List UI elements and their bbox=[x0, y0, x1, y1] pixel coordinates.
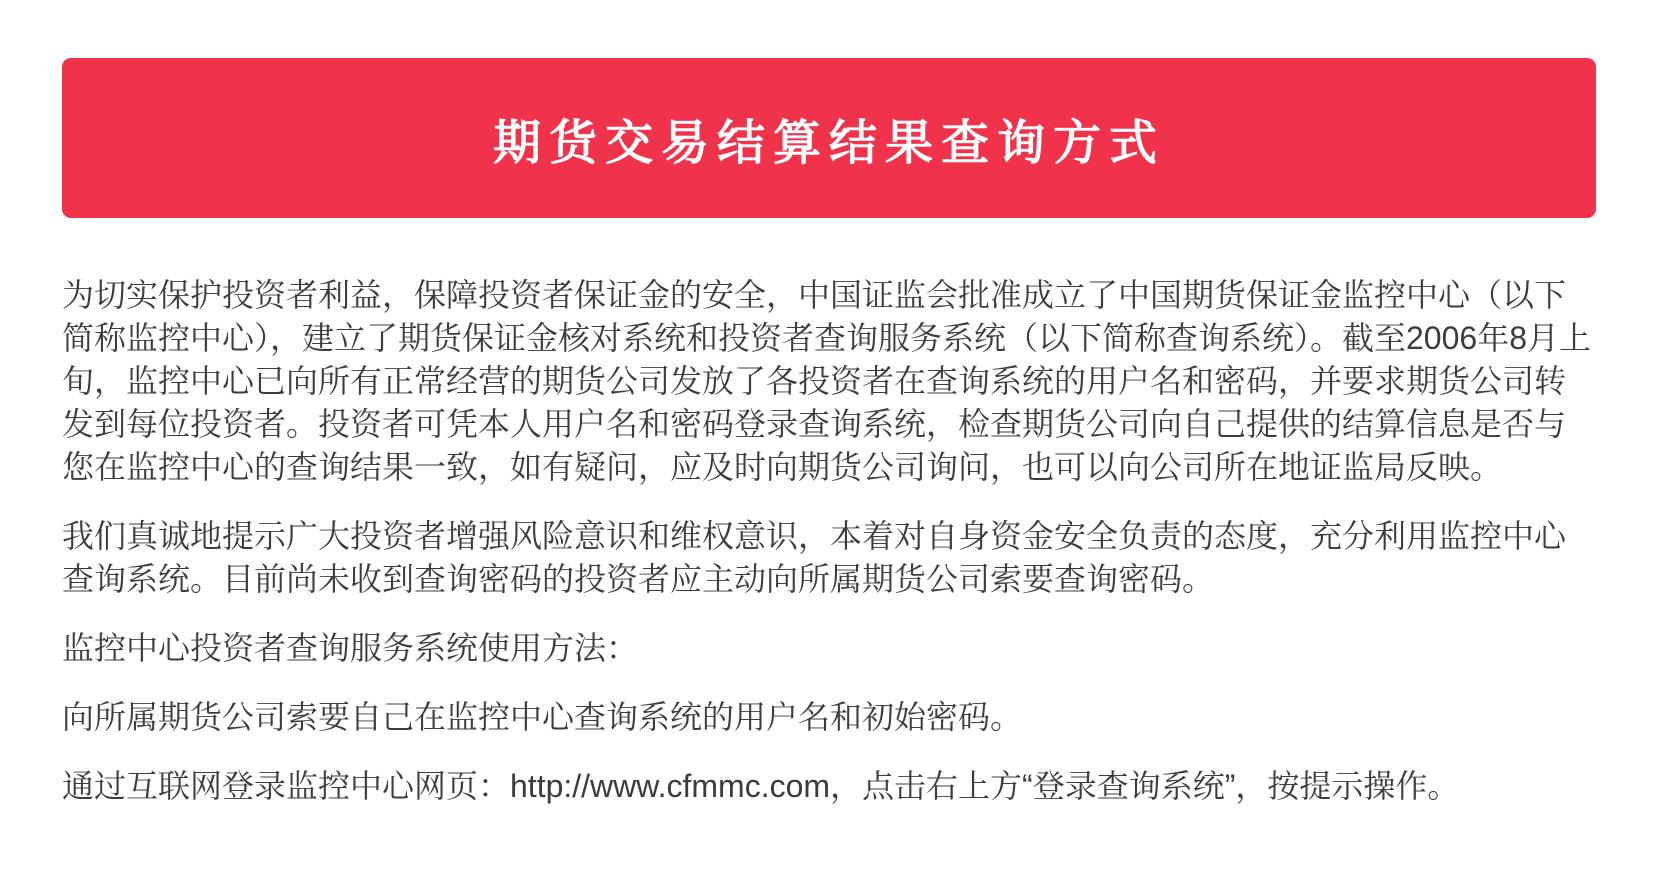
content-area bbox=[0, 218, 1656, 808]
page-title: 期货交易结算结果查询方式 bbox=[492, 116, 1165, 170]
investor-reminder-paragraph: 我们真诚地提示广大投资者增强风险意识和维权意识，本着对自身资金安全负责的态度，充分利用监控中心查询系统。目前尚未收到查询密码的投资者应主动向所属期货公司索要查询密码。 bbox=[62, 518, 1567, 597]
usage-step-login-website: 通过互联网登录监控中心网页：http://www.cfmmc.com，点击右上方“登录查询系统”，按提示操作。 bbox=[62, 768, 1460, 804]
intro-paragraph: 为切实保护投资者利益，保障投资者保证金的安全，中国证监会批准成立了中国期货保证金监控中心（以下简称监控中心），建立了期货保证金核对系统和投资者查询服务系统（以下简称查询系统）。截至2006年8月上旬，监控中心已向所有正常经营的期货公司发放了各投资者在查询系统的用户名和密码，并要求期货公司转发到每位投资者。投资者可凭本人用户名和密码登录查询系统，检查期货公司向自己提供的结算信息是否与您在监控中心的查询结果一致，如有疑问，应及时向期货公司询问，也可以向公司所在地证监局反映。 bbox=[62, 277, 1591, 485]
page-banner bbox=[62, 58, 1596, 218]
usage-step-request-credentials: 向所属期货公司索要自己在监控中心查询系统的用户名和初始密码。 bbox=[62, 699, 1023, 735]
usage-method-heading: 监控中心投资者查询服务系统使用方法： bbox=[62, 630, 639, 666]
